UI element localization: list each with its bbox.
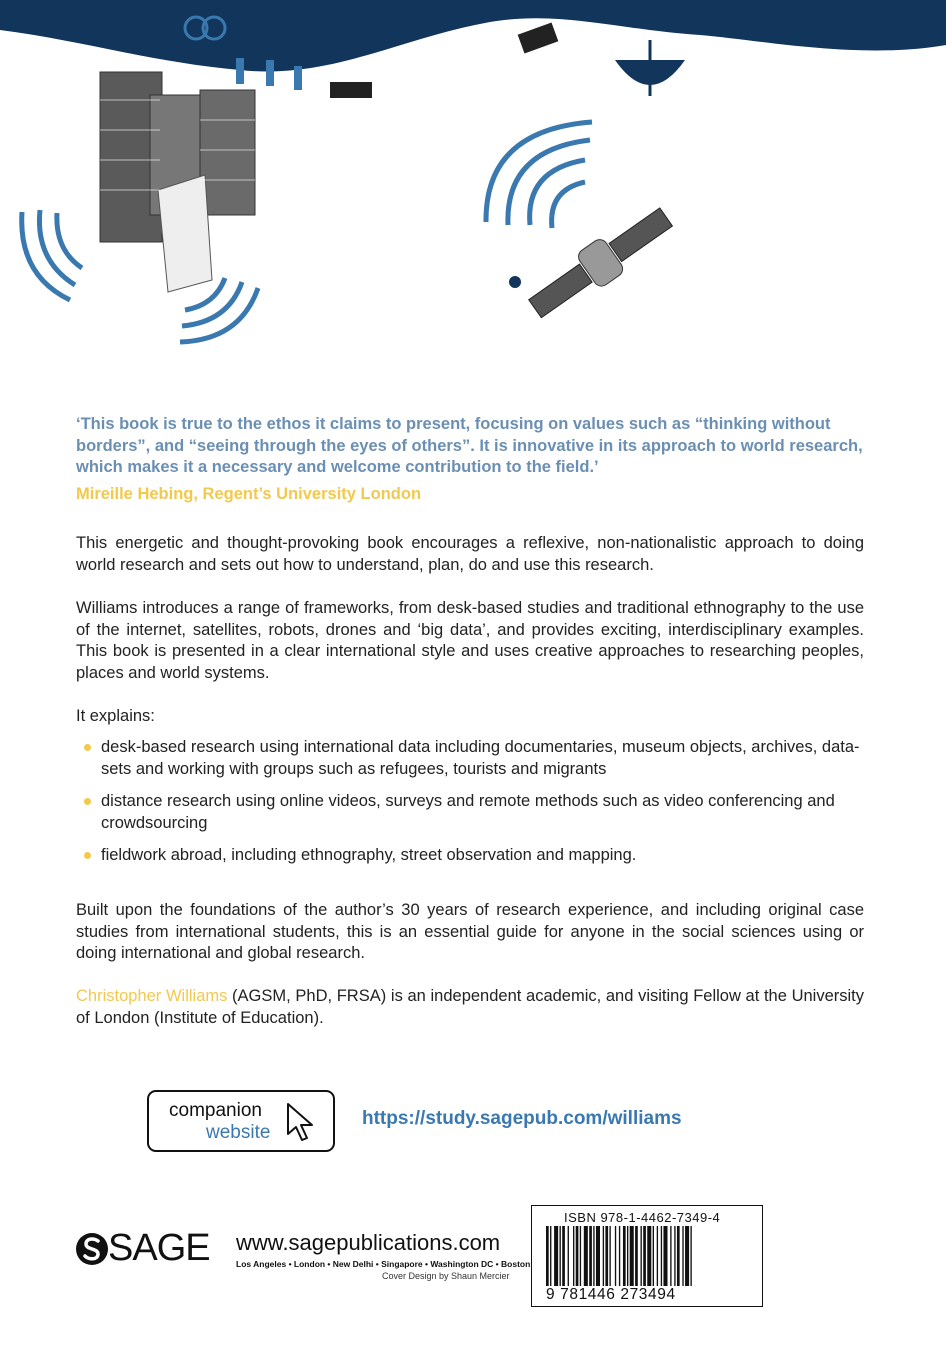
author-bio-text: (AGSM, PhD, FRSA) is an independent academic, and visiting Fellow at the University of London (Institute of Education).	[76, 987, 865, 1027]
bullet-icon	[84, 852, 91, 859]
publisher-cities: Los Angeles • London • New Delhi • Singapore • Washington DC • Boston	[236, 1259, 531, 1269]
list-item: fieldwork abroad, including ethnography, street observation and mapping.	[76, 845, 866, 867]
author-name: Christopher Williams	[76, 987, 228, 1005]
feature-list	[76, 737, 866, 878]
satellite-icon	[523, 200, 678, 326]
author-bio	[76, 986, 864, 1029]
explains-intro: It explains:	[76, 707, 155, 725]
navy-arc-shape	[0, 0, 946, 72]
companion-website-badge[interactable]	[147, 1090, 335, 1152]
publisher-url[interactable]: www.sagepublications.com	[236, 1230, 501, 1255]
lamp-icon	[615, 40, 685, 96]
publisher-name: SAGE	[108, 1227, 210, 1269]
signal-waves-satellite	[486, 122, 592, 228]
vehicle-icon	[330, 82, 372, 98]
companion-url-link[interactable]: https://study.sagepub.com/williams	[362, 1108, 682, 1129]
bullet-icon	[84, 798, 91, 805]
cover-illustration	[0, 0, 946, 370]
list-item: desk-based research using international data including documentaries, museum objects, archives, data-sets and working with groups such as refugees, tourists and migrants	[76, 737, 866, 780]
description-paragraph-1: This energetic and thought-provoking book encourages a reflexive, non-nationalistic approach to doing world research and sets out how to understand, plan, do and use this research.	[76, 534, 864, 574]
signal-waves-bottom	[180, 278, 258, 342]
isbn-barcode	[531, 1205, 763, 1307]
review-quote: ‘This book is true to the ethos it claims to present, focusing on values such as “thinking without borders”, and “seeing through the eyes of others”. It is innovative in its approach to world research, which makes it a necessary and welcome contribution to the field.’	[76, 415, 863, 476]
isbn-label: ISBN 978-1-4462-7349-4	[564, 1210, 721, 1225]
description-paragraph-2: Williams introduces a range of frameworks, from desk-based studies and traditional ethnography to the use of the internet, satellites, robots, drones and ‘big data’, and provides exciting, interdisciplinary examples. This book is presented in a clear international style and uses creative approaches to researching peoples, places and world systems.	[76, 599, 864, 682]
cursor-icon	[286, 1102, 318, 1142]
barcode-icon	[540, 1226, 756, 1288]
signal-waves-left	[22, 210, 82, 300]
quote-attribution: Mireille Hebing, Regent’s University London	[76, 485, 422, 503]
website-label: website	[206, 1122, 271, 1143]
list-item: distance research using online videos, surveys and remote methods such as video conferencing and crowdsourcing	[76, 791, 866, 834]
companion-label: companion	[169, 1100, 262, 1121]
isbn-digits: 9 781446 273494	[546, 1286, 676, 1303]
description-paragraph-3: Built upon the foundations of the author’s 30 years of research experience, and including original case studies from international students, this is an essential guide for anyone in the social sciences using or doing international and global research.	[76, 901, 864, 962]
bullet-icon	[84, 744, 91, 751]
figure-icon	[509, 276, 521, 288]
cover-credit: Cover Design by Shaun Mercier	[382, 1271, 510, 1281]
buildings-icon	[100, 72, 255, 292]
